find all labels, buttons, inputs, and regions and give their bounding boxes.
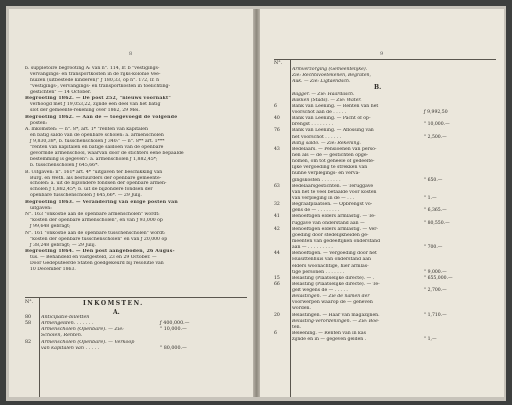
inkomsten-section	[25, 297, 247, 352]
cell-desc: Belastingen. — Haar van magazijnen.	[292, 312, 380, 318]
cell-desc: Scholen, Renten.	[41, 333, 83, 339]
text-line: huizen (uitbestede kinderen)" ƒ 180,33, op n°. 172, lr. h	[30, 77, 160, 83]
cell-desc: Batig saldo. — Zie: Rekening.	[292, 140, 361, 146]
cell-desc: brengst . . . . . . . .	[292, 122, 334, 128]
text-line: "kosten der openbare tusschenscholen" en van ƒ 20,000 op	[30, 236, 168, 242]
text-line: en batig saldo van de openbare scholen: a. armenscholen	[30, 133, 164, 139]
page-number-right: 9	[380, 51, 384, 57]
text-line: Burg. en Weth. als bestuurders der openbare gemeente-	[30, 175, 162, 181]
text-line: "kosten der openbare armenscholen", en van ƒ 93,000 op	[30, 218, 163, 224]
section-title: INKOMSTEN.	[83, 300, 144, 307]
text-line: "vestigings-, vervangings- en transportkosten in toelichting-	[30, 83, 171, 89]
cell-desc: aan — . . . . . . . . .	[292, 245, 333, 251]
cell-desc: Bank van Leening. — Renten van het	[292, 103, 379, 109]
cell-desc: Bedelaarsgestichten. — Teruggave	[292, 183, 374, 189]
cell-desc: het voorschot . . . . . .	[292, 134, 342, 140]
cell-desc: Bakken (Stads). — Zie: Water.	[292, 97, 362, 103]
table-top-rule-right	[274, 59, 496, 60]
cell-desc: hunne verplegings- en verva-	[292, 171, 360, 177]
cell-amt: " 10,000.—	[160, 327, 187, 333]
text-line: verhoogd met ƒ 19,053,22, zijnde een deel van het batig	[30, 102, 161, 108]
text-line: slot der gemeente-rekening over 1862, 29 Mei.	[30, 108, 140, 114]
text-line: bestemming is gegeven": a. armenscholen ƒ 1,882,45*;	[30, 157, 158, 163]
page-number-left: 8	[129, 51, 133, 57]
cell-desc: nen als — de — gestichten opge-	[292, 152, 369, 158]
cell-no: 43	[274, 146, 280, 152]
cell-desc: Behoeftigen. — Vergoeding door het	[292, 251, 377, 257]
book-gutter	[253, 9, 260, 397]
cell-desc: Belasting (Plaatselijke directe). — .	[292, 275, 375, 281]
cell-desc: Armenscholen (Openbare). — Verkoop	[41, 339, 135, 345]
cell-desc: Bedelaars. — Pensioenen van perso-	[292, 146, 377, 152]
cell-amt: " 2,500.—	[424, 134, 447, 140]
cell-desc: zijnde en in — gegeven gelden .	[292, 337, 367, 343]
cell-desc: ruggave van onderstand aan —	[292, 220, 365, 226]
text-line: ƒ 99,648 gebragt;	[30, 224, 71, 230]
cell-desc: meenten van gedeeltijken onderstand	[292, 238, 381, 244]
cell-desc: nomen, om tot geheele of gedeelte-	[292, 159, 375, 165]
text-line: uitgaven:	[30, 205, 52, 211]
cell-desc: Bagger. — Zie: Haardasch.	[292, 91, 355, 97]
cell-amt: " 1,710.—	[424, 312, 447, 318]
text-line: Door Gedeputeerde Staten goedgekeurd bij resolutie van	[30, 261, 164, 267]
text-line: tus. — Behandeld en vastgesteld, 23 en 29 October. —	[30, 255, 157, 261]
cell-no: 63	[274, 183, 280, 189]
cell-amt: ƒ 400,000.—	[160, 321, 190, 327]
table-row	[25, 346, 247, 352]
text-line: b. suppletoire begrooting A: van n°. 114, lr. b "vestigings-	[25, 66, 160, 71]
text-line: gestichten" — 14 October.	[30, 89, 92, 95]
cell-amt: " 1,—	[424, 337, 437, 343]
cell-amt: " 9,000.—	[424, 269, 447, 275]
cell-desc: Behoeftigen elders armlastig. — Te-	[292, 214, 376, 220]
cell-desc: Auk. — Zie: Ligtaendsch.	[292, 79, 351, 85]
cell-desc: van kapitalen van . . . . .	[41, 345, 100, 351]
section-letter: A.	[113, 309, 120, 317]
cell-no: 15	[274, 275, 280, 281]
column-no-label-right: N°.	[274, 61, 283, 66]
text-line: N°. 161 "onkostie aan de openbare tusschenscholen" wordt:	[25, 230, 166, 236]
text-line: Begrooting 1863. — Verandering van enige posten van	[25, 199, 178, 205]
cell-no: 44	[274, 251, 280, 257]
cell-desc: van verpleging in de — . . .	[292, 195, 355, 201]
book-spread	[6, 6, 506, 401]
cell-no: 58	[25, 321, 32, 327]
text-line: "renten van kapitalen en batige saldoen van de openbare	[30, 145, 164, 151]
text-line: ƒ 38,248 gebragt; — 29 Julij.	[30, 242, 97, 248]
cell-no: 41	[274, 214, 280, 220]
cell-amt: ƒ 9,992,50	[424, 109, 448, 115]
text-line: ƒ 9,830,38*, b. tusschenscholen ƒ 340:" — n°. 8** art. 1***	[30, 139, 165, 145]
column-divider	[39, 297, 40, 397]
cell-amt: " 700.—	[424, 245, 443, 251]
cell-desc: Armverzorging (Gemeentelijke).	[292, 67, 368, 72]
cell-desc: goeding door stedelijkheiden ge-	[292, 232, 369, 238]
cell-desc: worden.	[292, 306, 311, 312]
cell-desc: voorschot aan de . . . . .	[292, 109, 347, 115]
cell-desc: Zie: Rechtsvoetekenen, Begräten,	[292, 73, 371, 79]
cell-desc: Belasting (Plaatselijke directe). — Te-	[292, 281, 380, 287]
cell-no: 82	[25, 339, 32, 345]
left-page-text	[25, 66, 247, 273]
cell-desc: Armengelden. . . . . . .	[41, 321, 94, 327]
column-no-label: N°.	[25, 300, 34, 305]
cell-no: 66	[274, 281, 280, 287]
cell-amt: " 650.—	[424, 177, 443, 183]
cell-desc: lijke vergoeding te strekken van	[292, 165, 368, 171]
cell-no: 42	[274, 226, 280, 232]
cell-desc: gingskosten . . . . . . .	[292, 177, 341, 183]
text-line: N°. 163 "onkostie aan de openbare armenscholen" wordt:	[25, 212, 160, 218]
cell-desc: Bank van Leening. — Pacht of op-	[292, 116, 371, 122]
cell-no: 6	[274, 331, 277, 337]
text-line: gevormde armenschool, waarvan door de stichters eene bepaalde	[30, 151, 184, 157]
cell-desc: gelt wegens de — . . . . .	[292, 288, 348, 294]
text-line: scholen ƒ 1,882,45*; b. uit de bijzondere fondsen der	[30, 187, 153, 193]
cell-desc: Begraafplaatsen. — Opbrengst vo-	[292, 202, 373, 208]
text-line: 10 December 1863.	[30, 267, 76, 273]
section-letter: B.	[374, 84, 382, 92]
cell-desc: tige personen . . . . . . .	[292, 269, 345, 275]
text-line: Begrooting 1862. — De post 252, "nieuws voornakt"	[25, 96, 172, 102]
text-line: A. Inkomsten: — n°. 8*, art. 1* "renten van kapitalen	[25, 127, 148, 133]
cell-amt: " 10,000.—	[424, 122, 450, 128]
cell-desc: Huisittenhuis van onderstand aan	[292, 257, 371, 263]
text-line: vervangings- en transportkosten in de rijks-kolonie Vee-	[30, 71, 161, 77]
cell-desc: Behoeftigen elders armlastig. — Ver-	[292, 226, 378, 232]
cell-desc: Belastingen. — Zie de namen der	[292, 294, 370, 300]
cell-desc: elders woonachtige, hier armlas-	[292, 263, 369, 269]
table-top-rule	[25, 297, 247, 298]
cell-desc: van het te veel betaalde voor kosten	[292, 189, 377, 195]
right-page	[260, 9, 504, 397]
left-page	[9, 9, 253, 397]
cell-amt: " 80,550.—	[424, 220, 450, 226]
text-line: b. tusschenscholen ƒ 645,66*.	[30, 163, 99, 169]
cell-no: 40	[274, 116, 280, 122]
cell-no: 6	[274, 103, 277, 109]
cell-amt: " 1.—	[424, 195, 437, 201]
cell-no: 76	[274, 128, 280, 134]
cell-no: 80	[25, 315, 32, 321]
cell-desc: Armenscholen (Openbare). — Zie:	[41, 327, 124, 333]
text-line: B. Uitgaven: n°. 161* art. 4* "uitgaven ter beschikking van	[25, 169, 163, 175]
cell-amt: " 6,365.—	[424, 208, 447, 214]
cell-desc: voorwerpen waarop de — geheven	[292, 300, 373, 306]
cell-desc: Bank van Leening. — Aflossing van	[292, 128, 374, 134]
cell-amt: " 655,000.—	[424, 275, 453, 281]
cell-desc: Belasting-verordeningen. — Zie: Boe-	[292, 318, 380, 324]
inkomsten-rows	[25, 315, 247, 352]
right-page-entries	[274, 67, 496, 343]
cell-desc: Anticipatie-billetten	[41, 315, 90, 321]
cell-desc: gens de — . . . . . . . .	[292, 208, 340, 214]
cell-no: 20	[274, 312, 280, 318]
text-line: posten:	[30, 120, 48, 126]
cell-desc: ten.	[292, 324, 301, 330]
cell-desc: Beleening. — Renten van in kas	[292, 331, 366, 337]
cell-amt: " 2,700.—	[424, 288, 447, 294]
text-line: scholen: a. uit de bijzondere fondsen der openbare armen-	[30, 181, 167, 187]
text-line: Begrooting 1862. — Aan de — toegevoegd de volgende	[25, 114, 178, 120]
table-row	[274, 337, 496, 343]
cell-no: 32	[274, 202, 280, 208]
cell-amt: " 80,000.—	[160, 345, 187, 351]
text-line: Begrooting 1864. — Den post aangeboden, 26 Augus-	[25, 249, 175, 255]
text-line: openbare tusschenscholen ƒ 645,66*. — 29 Julij.	[30, 193, 142, 199]
